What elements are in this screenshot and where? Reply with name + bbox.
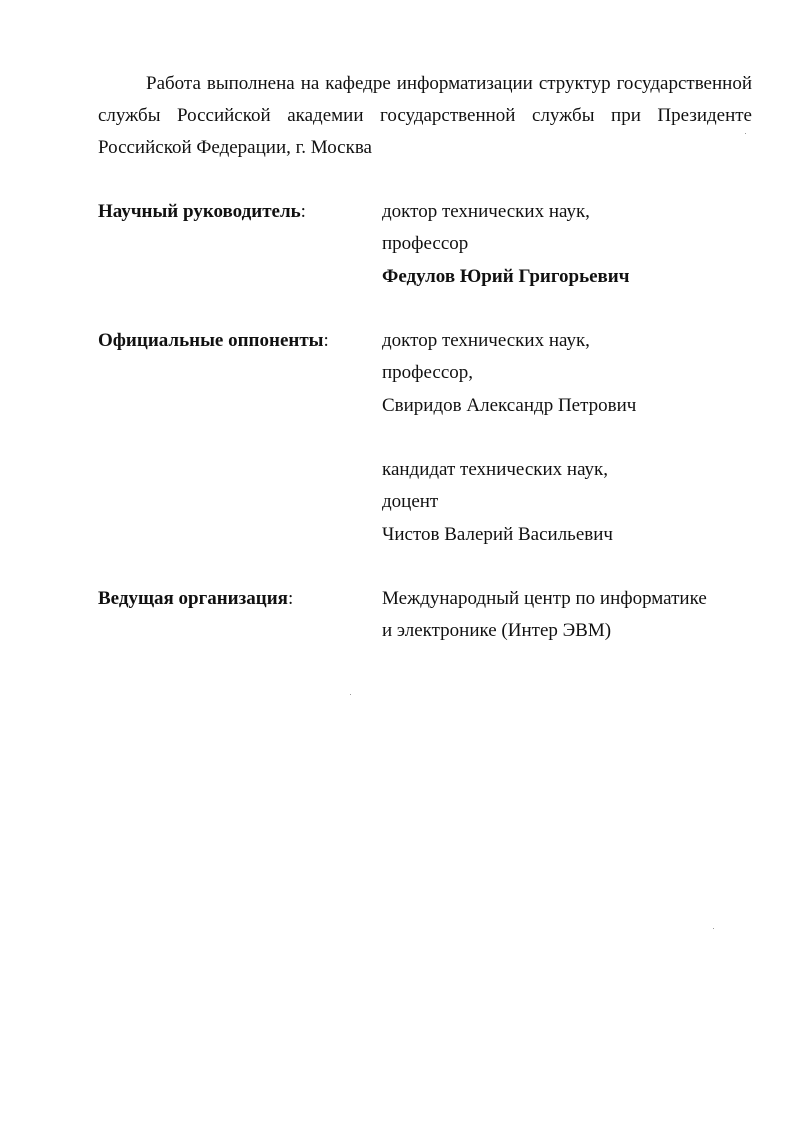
scan-speck — [350, 694, 351, 695]
supervisor-label-colon: : — [300, 201, 306, 222]
supervisor-label-text: Научный руководитель — [98, 201, 301, 222]
opponent-1-title: профессор, — [382, 362, 474, 384]
opponent-2-name: Чистов Валерий Васильевич — [382, 523, 613, 545]
intro-paragraph: Работа выполнена на кафедре информатизации структур государственной службы Российской академии государственной службы при Президенте Российской Федерации, г. Москва — [98, 73, 752, 158]
opponent-entry-1 — [382, 325, 762, 422]
opponents-label — [98, 325, 329, 357]
opponent-1-degree: доктор технических наук, — [382, 330, 590, 351]
supervisor-label — [98, 196, 306, 228]
supervisor-title: профессор — [382, 233, 469, 255]
opponent-1-name: Свиридов Александр Петрович — [382, 394, 637, 416]
leading-org-label — [98, 583, 293, 615]
opponents-label-text: Официальные оппоненты — [98, 330, 324, 351]
supervisor-name: Федулов Юрий Григорьевич — [382, 265, 630, 287]
opponent-2-degree: кандидат технических наук, — [382, 459, 609, 480]
supervisor-degree: доктор технических наук, — [382, 201, 590, 222]
leading-org-line-2: и электронике (Интер ЭВМ) — [382, 620, 612, 642]
opponent-entry-2 — [382, 454, 762, 551]
leading-org-line-1: Международный центр по информатике — [382, 588, 707, 609]
scan-speck — [745, 133, 746, 134]
leading-org-label-colon: : — [287, 588, 294, 609]
leading-org-entry — [382, 583, 762, 648]
opponent-2-title: доцент — [382, 491, 439, 513]
leading-org-label-text: Ведущая организация — [98, 588, 288, 609]
supervisor-entry — [382, 196, 762, 293]
scan-speck — [713, 928, 714, 929]
opponents-label-colon: : — [323, 330, 329, 351]
